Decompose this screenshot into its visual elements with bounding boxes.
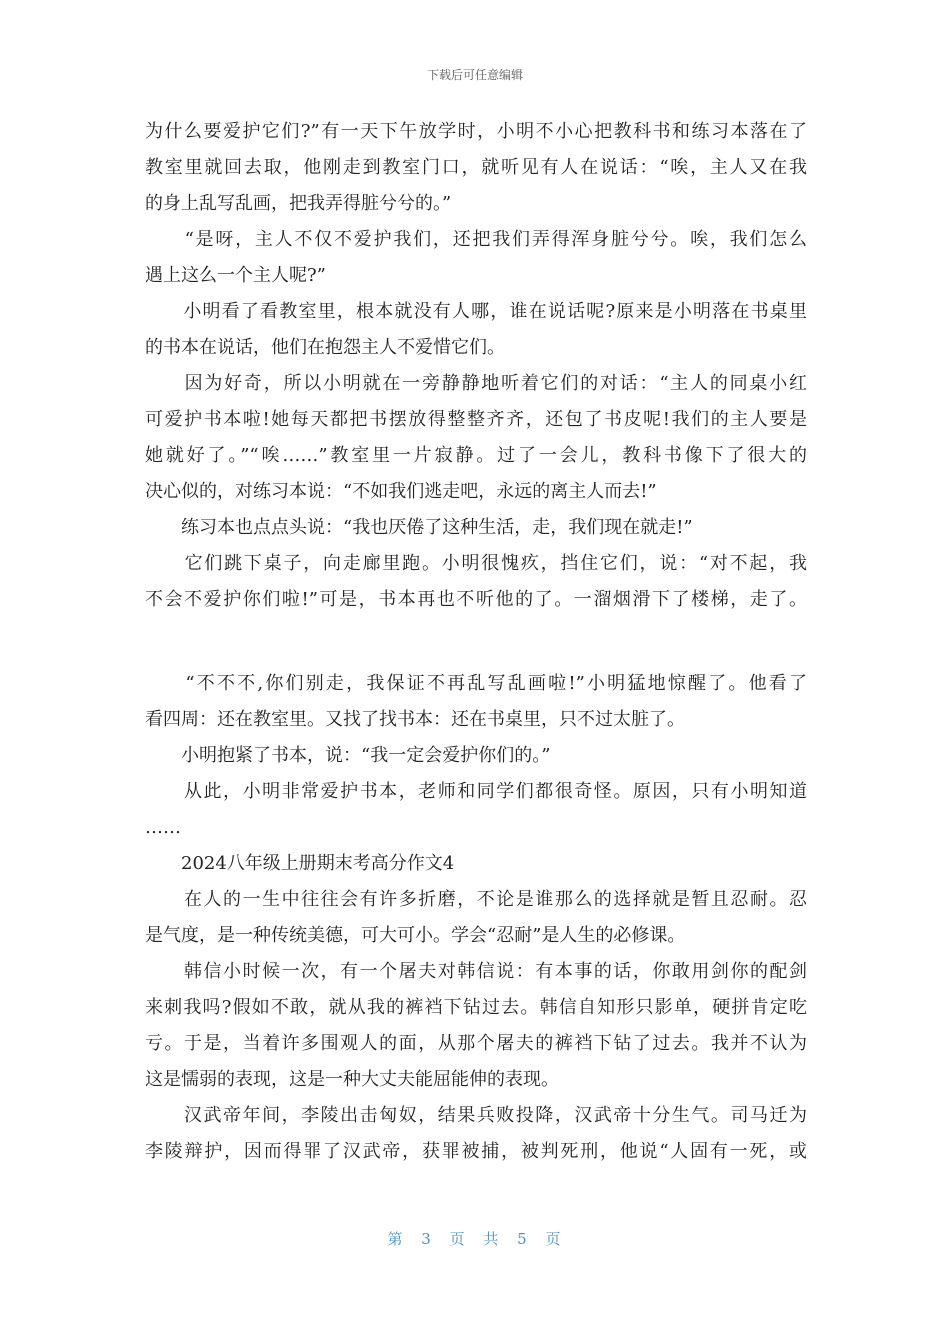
text-line: 因为好奇，所以小明就在一旁静静地听着它们的对话：“主人的同桌小红 <box>145 373 807 394</box>
text-line: …… <box>145 817 181 838</box>
text-line: 汉武帝年间，李陵出击匈奴，结果兵败投降，汉武帝十分生气。司马迁为 <box>145 1105 807 1126</box>
body-text <box>145 114 807 1170</box>
text-line: 这是懦弱的表现，这是一种大丈夫能屈能伸的表现。 <box>145 1069 559 1090</box>
text-line: 教室里就回去取，他刚走到教室门口，就听见有人在说话：“唉，主人又在我 <box>145 157 807 178</box>
paragraph-gap <box>145 618 807 666</box>
section-heading: 2024八年级上册期末考高分作文4 <box>145 853 455 874</box>
text-line: 看四周：还在教室里。又找了找书本：还在书桌里，只不过太脏了。 <box>145 709 685 730</box>
text-line: 从此，小明非常爱护书本，老师和同学们都很奇怪。原因，只有小明知道 <box>145 781 807 802</box>
text-line: 小明抱紧了书本，说：“我一定会爱护你们的。” <box>145 745 551 766</box>
page-header: 下载后可任意编辑 <box>426 68 523 82</box>
text-line: 在人的一生中往往会有许多折磨，不论是谁那么的选择就是暂且忍耐。忍 <box>145 889 807 910</box>
text-line: “是呀，主人不仅不爱护我们，还把我们弄得浑身脏兮兮。唉，我们怎么 <box>145 229 807 250</box>
text-line: 来刺我吗?假如不敢，就从我的裤裆下钻过去。韩信自知形只影单，硬拼肯定吃 <box>145 997 807 1018</box>
text-line: 小明看了看教室里，根本就没有人哪，谁在说话呢?原来是小明落在书桌里 <box>145 301 807 322</box>
text-line: 李陵辩护，因而得罪了汉武帝，获罪被捕，被判死刑，他说“人固有一死，或 <box>145 1141 807 1162</box>
text-line: 不会不爱护你们啦!”可是，书本再也不听他的了。一溜烟滑下了楼梯，走了。 <box>145 589 807 610</box>
text-line: 决心似的，对练习本说：“不如我们逃走吧，永远的离主人而去!” <box>145 481 657 502</box>
text-line: 它们跳下桌子，向走廊里跑。小明很愧疚，挡住它们，说：“对不起，我 <box>145 553 807 574</box>
text-line: 可爱护书本啦!她每天都把书摆放得整整齐齐，还包了书皮呢!我们的主人要是 <box>145 409 807 430</box>
text-line: 她就好了。”“唉……”教室里一片寂静。过了一会儿，教科书像下了很大的 <box>145 445 807 466</box>
text-line: 的身上乱写乱画，把我弄得脏兮兮的。” <box>145 193 452 214</box>
text-line: 的书本在说话，他们在抱怨主人不爱惜它们。 <box>145 337 505 358</box>
text-line: “不不不,你们别走，我保证不再乱写乱画啦!”小明猛地惊醒了。他看了 <box>145 673 807 694</box>
text-line: 为什么要爱护它们?”有一天下午放学时，小明不小心把教科书和练习本落在了 <box>145 121 807 142</box>
text-line: 是气度，是一种传统美德，可大可小。学会“忍耐”是人生的必修课。 <box>145 925 686 946</box>
page-number: 第 3 页 共 5 页 <box>387 1230 563 1248</box>
text-line: 遇上这么一个主人呢?” <box>145 265 326 286</box>
text-line: 亏。于是，当着许多围观人的面，从那个屠夫的裤裆下钻了过去。我并不认为 <box>145 1033 807 1054</box>
text-line: 韩信小时候一次，有一个屠夫对韩信说：有本事的话，你敢用剑你的配剑 <box>145 961 807 982</box>
text-line: 练习本也点点头说：“我也厌倦了这种生活，走，我们现在就走!” <box>145 517 693 538</box>
